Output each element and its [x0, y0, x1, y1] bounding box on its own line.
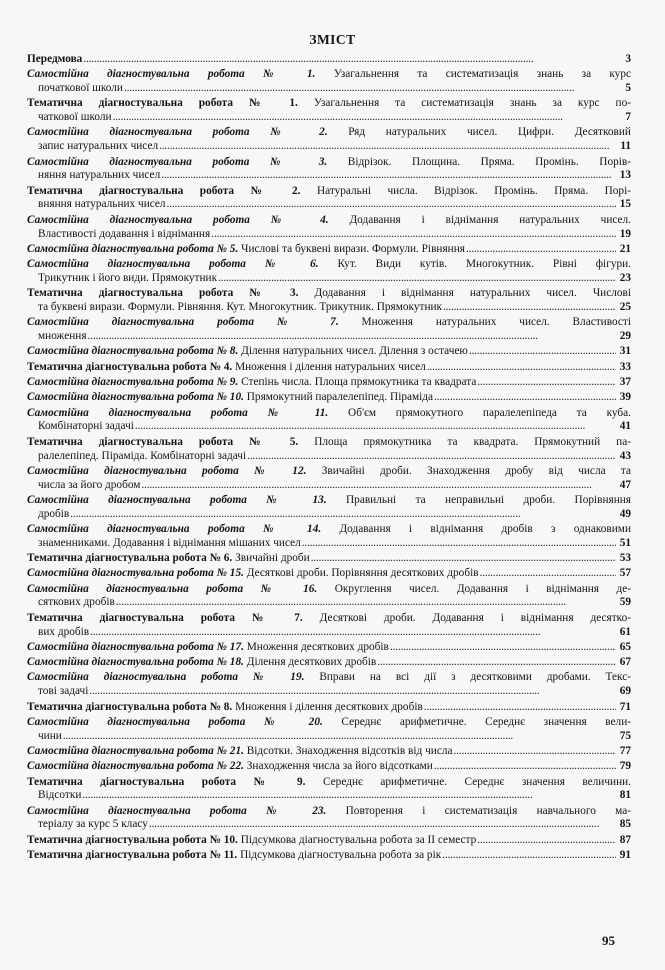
toc-entry-text: Тематична діагностувальна робота № 10. Підсумкова діагностувальна робота за II семестр [27, 833, 477, 846]
dot-leader [82, 789, 616, 803]
dot-leader [480, 567, 616, 581]
toc-entry-text: Самостійна діагностувальна робота № 2. Ряд натуральних чисел. Цифри. Десятковий [27, 126, 631, 139]
toc-entry-text: Тематична діагностувальна робота № 2. Натуральні числа. Відрізок. Промінь. Пряма. Порі- [27, 184, 631, 197]
toc-page-number: 49 [619, 507, 631, 520]
toc-page-number: 21 [619, 242, 631, 255]
toc-entry-text: Самостійна діагностувальна робота № 6. Кут. Види кутів. Многокутник. Рівні фігури. [27, 258, 631, 271]
toc-entry-text: Комбінаторні задачі [38, 420, 134, 433]
toc-entry-text: Самостійна діагностувальна робота № 14. Додавання і віднімання дробів з однаковими [27, 523, 631, 535]
toc-entry[interactable] [27, 849, 631, 863]
toc-page-number: 67 [619, 656, 631, 669]
toc-page-number: 11 [620, 140, 631, 153]
toc-entry[interactable] [27, 552, 631, 566]
dot-leader [427, 361, 616, 375]
toc-entry[interactable] [27, 641, 631, 655]
dot-leader [302, 537, 616, 551]
dot-leader [113, 111, 616, 125]
toc-entry[interactable] [27, 258, 631, 286]
toc-entry-text: запис натуральних чисел [38, 140, 159, 153]
toc-entry-text: Самостійна діагностувальна робота № 23. Повторення і систематизація навчального ма- [27, 804, 631, 817]
toc-entry[interactable] [27, 716, 631, 744]
toc-entry[interactable] [27, 68, 631, 96]
toc-page-number: 3 [625, 53, 631, 65]
dot-leader [424, 701, 616, 715]
toc-page-number: 75 [619, 729, 631, 742]
toc-entry-text: Відсотки [38, 789, 82, 802]
dot-leader [247, 450, 616, 464]
dot-leader [477, 376, 616, 390]
dot-leader [454, 745, 617, 759]
toc-page-number: 51 [619, 536, 631, 549]
dot-leader [149, 818, 616, 832]
toc-entry[interactable] [27, 361, 631, 375]
toc-entry-text: знаменниками. Додавання і віднімання мішаних чисел [38, 536, 301, 549]
toc-entry-text: Тематична діагностувальна робота № 6. Звичайні дроби [27, 552, 310, 565]
toc-entry-text: Самостійна діагностувальна робота № 18. Ділення десяткових дробів [27, 656, 377, 669]
toc-entry-text: Тематична діагностувальна робота № 11. Підсумкова діагностувальна робота за рік [27, 849, 442, 862]
toc-entry-text: вняння натуральних чисел [38, 198, 166, 211]
dot-leader [434, 391, 616, 405]
dot-leader [167, 198, 616, 212]
toc-entry[interactable] [27, 243, 631, 257]
toc-entry-text: множення [38, 330, 87, 343]
toc-page-number: 37 [619, 376, 631, 389]
dot-leader [477, 834, 616, 848]
toc-entry-text: няння натуральних чисел [38, 169, 161, 182]
toc-entry-text: Тематична діагностувальна робота № 4. Множення і ділення натуральних чисел [27, 360, 426, 373]
toc-page-number: 19 [619, 227, 631, 240]
toc-entry-text: теріалу за курс 5 класу [38, 818, 148, 831]
toc-entry[interactable] [27, 287, 631, 315]
toc-page-number: 53 [619, 552, 631, 565]
toc-entry-text: Самостійна діагностувальна робота № 15. Десяткові дроби. Порівняння десяткових дробів [27, 567, 479, 580]
toc-entry-text: Самостійна діагностувальна робота № 11. Об'єм прямокутного паралелепіпеда та куба. [27, 406, 631, 419]
toc-entry[interactable] [27, 97, 631, 125]
dot-leader [89, 685, 616, 699]
toc-entry-text: чини [38, 729, 62, 742]
toc-entry-text: Самостійна діагностувальна робота № 13. Правильні та неправильні дроби. Порівняння [27, 493, 631, 506]
dot-leader [159, 140, 616, 154]
toc-page-number: 15 [619, 198, 631, 211]
toc-page-number: 39 [619, 391, 631, 404]
dot-leader [116, 596, 616, 610]
toc-entry-text: Тематична діагностувальна робота № 7. Десяткові дроби. Додавання і віднімання десятко- [27, 611, 631, 624]
dot-leader [161, 169, 616, 183]
toc-entry-text: Самостійна діагностувальна робота № 5. Числові та буквені вирази. Формули. Рівняння [27, 242, 465, 255]
toc-page-number: 85 [619, 818, 631, 831]
toc-entry-text: Самостійна діагностувальна робота № 20. Середнє арифметичне. Середнє значення вели- [27, 715, 631, 728]
toc-entry-text: початкової школи [38, 82, 123, 95]
toc-entry-text: Самостійна діагностувальна робота № 10. Прямокутний паралелепіпед. Піраміда [27, 391, 434, 404]
toc-entry[interactable] [27, 745, 631, 759]
toc-entry[interactable] [27, 465, 631, 493]
toc-entry[interactable] [27, 612, 631, 640]
toc-page-number: 79 [619, 760, 631, 773]
toc-entry-text: Трикутник і його види. Прямокутник [38, 271, 218, 284]
toc-entry-text: Самостійна діагностувальна робота № 9. Степінь числа. Площа прямокутника та квадрата [27, 376, 477, 389]
dot-leader [443, 301, 616, 315]
toc-entry-text: дробів [38, 507, 70, 520]
toc-entry-text: Самостійна діагностувальна робота № 3. Відрізок. Площина. Пряма. Промінь. Порів- [27, 155, 631, 168]
dot-leader [141, 479, 616, 493]
toc-entry[interactable] [27, 671, 631, 699]
toc-entry[interactable] [27, 214, 631, 242]
toc-entry[interactable] [27, 834, 631, 848]
page-number: 95 [602, 933, 615, 948]
toc-page-number: 25 [619, 301, 631, 314]
toc-entry-text: Самостійна діагностувальна робота № 19. Вправи на всі дії з десятковими дробами. Текс- [27, 671, 631, 684]
toc-entry-text: Самостійна діагностувальна робота № 22. Знаходження числа за його відсотками [27, 760, 433, 773]
toc-page-number: 13 [619, 169, 631, 182]
toc-entry[interactable] [27, 185, 631, 213]
dot-leader [83, 53, 616, 67]
toc-entry-text: Властивості додавання і віднімання [38, 227, 211, 240]
toc-entry[interactable] [27, 523, 631, 551]
toc-entry-text: ралелепіпед. Піраміда. Комбінаторні задачі [38, 449, 247, 462]
toc-page-number: 5 [625, 82, 631, 95]
toc-entry[interactable] [27, 156, 631, 184]
toc-entry[interactable] [27, 407, 631, 435]
toc-entry-text: Самостійна діагностувальна робота № 8. Ділення натуральних чисел. Ділення з остачею [27, 345, 468, 358]
dot-leader [469, 345, 616, 359]
dot-leader [135, 420, 616, 434]
toc-entry[interactable] [27, 583, 631, 611]
toc-entry-text: Тематична діагностувальна робота № 8. Множення і ділення десяткових дробів [27, 700, 423, 713]
toc-entry-text: Передмова [27, 53, 83, 65]
toc-page-number: 31 [619, 345, 631, 358]
toc-page-number: 23 [619, 271, 631, 284]
toc-page-number: 29 [619, 330, 631, 343]
dot-leader [70, 508, 616, 522]
dot-leader [88, 330, 616, 344]
toc-page-number: 57 [619, 567, 631, 580]
toc-page-number: 7 [625, 111, 631, 124]
toc-entry-text: вих дробів [38, 625, 90, 638]
toc-page-number: 33 [619, 360, 631, 373]
toc-entry-text: Тематична діагностувальна робота № 1. Узагальнення та систематизація знань за курс по- [27, 97, 631, 110]
dot-leader [466, 243, 616, 257]
dot-leader [90, 626, 616, 640]
toc-page-number: 47 [619, 478, 631, 491]
toc-entry[interactable] [27, 316, 631, 344]
toc-entry[interactable] [27, 376, 631, 390]
dot-leader [211, 228, 616, 242]
toc-entry[interactable] [27, 760, 631, 774]
toc-entry[interactable] [27, 776, 631, 804]
toc-entry-text: Тематична діагностувальна робота № 5. Площа прямокутника та квадрата. Прямокутний па- [27, 435, 631, 448]
toc-entry-text: Самостійна діагностувальна робота № 17. Множення десяткових дробів [27, 640, 389, 653]
toc-entry-text: Самостійна діагностувальна робота № 1. Узагальнення та систематизація знань за курс [27, 68, 631, 81]
toc-page-number: 61 [619, 625, 631, 638]
toc-entry-text: чаткової школи [38, 111, 112, 124]
toc-entry[interactable] [27, 701, 631, 715]
toc-entry-text: Самостійна діагностувальна робота № 12. Звичайні дроби. Знаходження дробу від числа та [27, 464, 631, 477]
toc-page-number: 71 [619, 700, 631, 713]
dot-leader [377, 656, 616, 670]
toc-entry-text: Тематична діагностувальна робота № 3. Додавання і віднімання натуральних чисел. Числові [27, 287, 631, 300]
toc-entry[interactable] [27, 126, 631, 154]
toc-entry[interactable] [27, 436, 631, 464]
dot-leader [218, 272, 616, 286]
toc-entry-text: Самостійна діагностувальна робота № 7. Множення натуральних чисел. Властивості [27, 316, 631, 329]
dot-leader [63, 730, 616, 744]
dot-leader [390, 641, 616, 655]
dot-leader [442, 849, 616, 863]
toc-entry[interactable] [27, 656, 631, 670]
toc-entry-text: Самостійна діагностувальна робота № 21. Відсотки. Знаходження відсотків від числа [27, 744, 453, 757]
page-title: ЗМІСТ [309, 32, 356, 47]
toc-page-number: 81 [619, 789, 631, 802]
toc-page-number: 41 [619, 420, 631, 433]
toc-entry[interactable] [27, 494, 631, 522]
toc-page-number: 59 [619, 596, 631, 609]
table-of-contents [27, 53, 631, 864]
dot-leader [311, 552, 616, 566]
toc-entry[interactable] [27, 567, 631, 581]
toc-page-number: 91 [619, 849, 631, 862]
toc-page-number: 87 [619, 833, 631, 846]
toc-page-number: 69 [619, 685, 631, 698]
toc-page-number: 65 [619, 640, 631, 653]
toc-page-number: 43 [619, 449, 631, 462]
toc-entry-text: Самостійна діагностувальна робота № 16. Округлення чисел. Додавання і віднімання де- [27, 582, 631, 595]
dot-leader [124, 82, 616, 96]
toc-entry[interactable] [27, 805, 631, 833]
toc-entry-text: тові задачі [38, 685, 89, 698]
toc-entry-text: Тематична діагностувальна робота № 9. Середнє арифметичне. Середнє значення величини. [27, 775, 631, 788]
toc-entry-text: числа за його дробом [38, 478, 141, 491]
toc-entry-text: Самостійна діагностувальна робота № 4. Додавання і віднімання натуральних чисел. [27, 213, 631, 226]
toc-entry[interactable] [27, 53, 631, 67]
toc-page-number: 77 [619, 744, 631, 757]
toc-entry-text: та буквені вирази. Формули. Рівняння. Кут. Многокутник. Трикутник. Прямокутник [38, 301, 443, 314]
toc-entry[interactable] [27, 345, 631, 359]
toc-entry[interactable] [27, 391, 631, 405]
toc-entry-text: сяткових дробів [38, 596, 115, 609]
dot-leader [434, 760, 616, 774]
